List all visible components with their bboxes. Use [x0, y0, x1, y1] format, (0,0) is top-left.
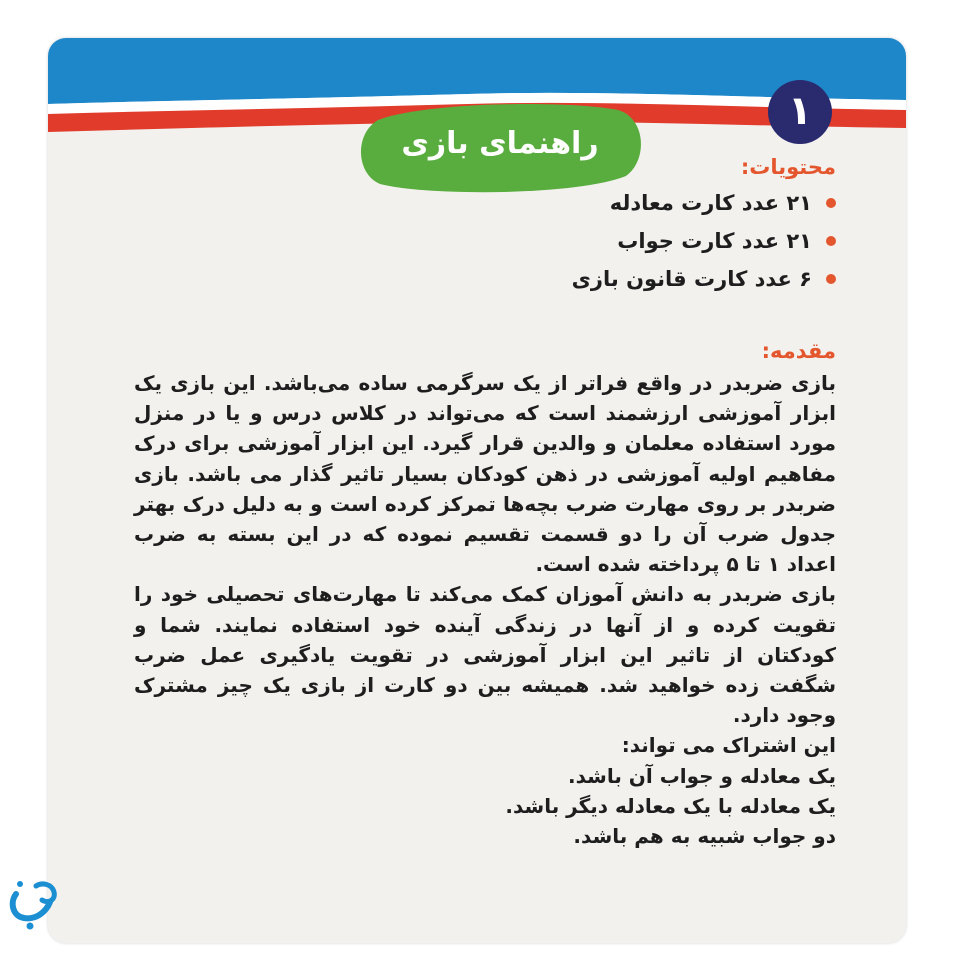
card-title: راهنمای بازی: [401, 126, 599, 161]
list-item: [134, 184, 836, 222]
bullet-dot-icon: [826, 274, 836, 284]
intro-line: یک معادله و جواب آن باشد.: [568, 763, 836, 788]
contents-item-text: ۶ عدد کارت قانون بازی: [571, 267, 812, 291]
bullet-dot-icon: [826, 236, 836, 246]
rule-card: [48, 38, 906, 943]
intro-line: دو جواب شبیه به هم باشد.: [573, 824, 836, 849]
intro-lines: [134, 730, 836, 851]
poonak-logo-icon: [6, 872, 64, 932]
card-content: [134, 150, 836, 851]
card-number-badge: ۱: [768, 80, 832, 144]
intro-paragraph-2: بازی ضربدر به دانش آموزان کمک می‌کند تا مهارت‌های تحصیلی خود را تقویت کرده و از آنها در زندگی آینده خود استفاده نمایند. شما و کودکتان از تاثیر این ابزار آموزشی در تقویت یادگیری عمل ضرب شگفت زده خواهید شد. همیشه بین دو کارت از بازی یک چیز مشترک وجود دارد.: [134, 582, 836, 728]
intro-line: این اشتراک می تواند:: [621, 733, 836, 758]
bullet-dot-icon: [826, 198, 836, 208]
intro-paragraph-1: بازی ضربدر در واقع فراتر از یک سرگرمی ساده می‌باشد. این بازی یک ابزار آموزشی ارزشمند است که می‌تواند در کلاس درس و یا در منزل مورد استفاده معلمان و والدین قرار گیرد. این ابزار آموزشی برای درک مفاهیم اولیه آموزشی در ذهن کودکان بسیار تاثیر گذار می باشد. بازی ضربدر بر روی مهارت ضرب بچه‌ها تمرکز کرده است و به دلیل درک بهتر جدول ضرب آن را دو قسمت تقسیم نموده که در این بسته به ضرب اعداد ۱ تا ۵ پرداخته شده است.: [134, 371, 836, 577]
contents-item-text: ۲۱ عدد کارت جواب: [617, 229, 812, 253]
intro-line: یک معادله با یک معادله دیگر باشد.: [505, 793, 836, 818]
list-item: [134, 222, 836, 260]
contents-item-text: ۲۱ عدد کارت معادله: [609, 191, 812, 215]
contents-heading: محتویات:: [740, 155, 836, 179]
intro-heading: مقدمه:: [761, 339, 836, 363]
list-item: [134, 260, 836, 298]
contents-list: [134, 184, 836, 298]
